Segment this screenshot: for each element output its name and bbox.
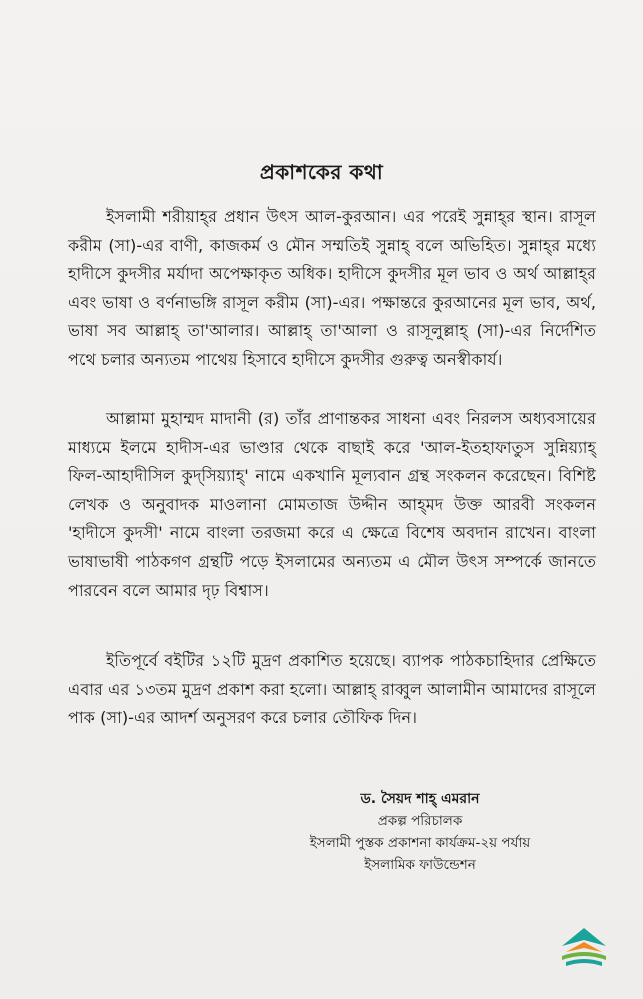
signatory-org: ইসলামিক ফাউন্ডেশন (364, 857, 476, 873)
paragraph-3 (68, 647, 596, 733)
signatory-name: ড. সৈয়দ শাহ্‌ এমরান (360, 791, 480, 807)
signatory-role: প্রকল্প পরিচালক (377, 813, 463, 829)
islamic-foundation-logo-icon (556, 926, 612, 970)
page-title: প্রকাশকের কথা (259, 160, 384, 184)
paragraph-2 (68, 405, 596, 605)
paragraph-1 (68, 203, 596, 375)
paragraph-3-text: ইতিপূর্বে বইটির ১২টি মুদ্রণ প্রকাশিত হয়েছে। ব্যাপক পাঠকচাহিদার প্রেক্ষিতে এবার এর ১৩তম মুদ্রণ প্রকাশ করা হলো। আল্লাহ্‌ রাব্বুল আলামীন আমাদের রাসূলে পাক (সা)-এর আদর্শ অনুসরণ করে চলার তৌফিক দিন। (68, 651, 596, 728)
paragraph-2-text: আল্লামা মুহাম্মদ মাদানী (র) তাঁর প্রাণান্তকর সাধনা এবং নিরলস অধ্যবসায়ের মাধ্যমে ইলমে হাদীস-এর ভাণ্ডার থেকে বাছাই করে 'আল-ইতহাফাতুস সুন্নিয়্যাহ্‌ ফিল-আহাদীসিল কুদ্‌সিয়্যাহ্‌' নামে একখানি মূল্যবান গ্রন্থ সংকলন করেছেন। বিশিষ্ট লেখক ও অনুবাদক মাওলানা মোমতাজ উদ্দীন আহ্‌মদ উক্ত আরবী সংকলন 'হাদীসে কুদসী' নামে বাংলা তরজমা করে এ ক্ষেত্রে বিশেষ অবদান রাখেন। বাংলা ভাষাভাষী পাঠকগণ গ্রন্থটি পড়ে ইসলামের অন্যতম এ মৌল উৎস সম্পর্কে জানতে পারবেন বলে আমার দৃঢ় বিশ্বাস। (68, 409, 596, 600)
signatory-program: ইসলামী পুস্তক প্রকাশনা কার্যক্রম-২য় পর্যায় (309, 835, 531, 851)
signature-block (280, 788, 560, 876)
paragraph-1-text: ইসলামী শরীয়াহ্‌র প্রধান উৎস আল-কুরআন। এর পরেই সুন্নাহ্‌র স্থান। রাসূল করীম (সা)-এর বাণী, কাজকর্ম ও মৌন সম্মতিই সুন্নাহ্‌ বলে অভিহিত। সুন্নাহ্‌র মধ্যে হাদীসে কুদসীর মর্যাদা অপেক্ষাকৃত অধিক। হাদীসে কুদসীর মূল ভাব ও অর্থ আল্লাহ্‌র এবং ভাষা ও বর্ণনাভঙ্গি রাসূল করীম (সা)-এর। পক্ষান্তরে কুরআনের মূল ভাব, অর্থ, ভাষা সব আল্লাহ্‌ তা'আলার। আল্লাহ্‌ তা'আলা ও রাসূলুল্লাহ্‌ (সা)-এর নির্দেশিত পথে চলার অন্যতম পাথেয় হিসাবে হাদীসে কুদসীর গুরুত্ব অনস্বীকার্য। (68, 207, 596, 369)
